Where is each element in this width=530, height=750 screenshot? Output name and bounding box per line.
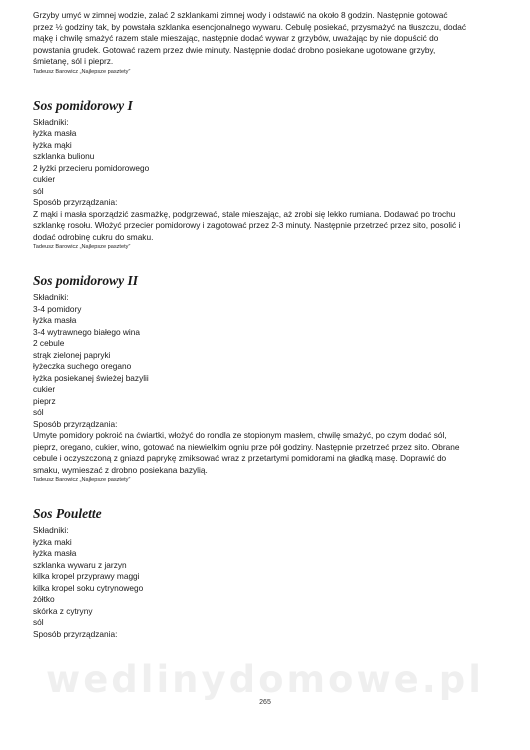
recipe-page xyxy=(33,10,503,640)
ingredient-item: pieprz xyxy=(33,395,56,406)
recipe-title: Sos Poulette xyxy=(33,506,102,521)
site-watermark: wedlinydomowe.pl xyxy=(46,658,484,701)
ingredient-item: 2 cebule xyxy=(33,338,65,348)
ingredient-item: strąk zielonej papryki xyxy=(33,349,111,360)
recipe-title: Sos pomidorowy I xyxy=(33,97,133,113)
ingredient-item: łyżka masła xyxy=(33,128,77,138)
intro-section xyxy=(33,10,503,76)
ingredient-item: cukier xyxy=(33,384,56,394)
ingredient-item: kilka kropel przyprawy maggi xyxy=(33,571,140,581)
ingredient-item: 2 łyżki przecieru pomidorowego xyxy=(33,162,150,173)
intro-line: powstania grudek. Gotować razem przez dwie minuty. Następnie dodać drobno posiekane ugotowane grzyby, xyxy=(33,44,436,55)
recipe-credit: Tadeusz Barowicz „Najlepsze pasztety” xyxy=(33,477,131,483)
method-label: Sposób przyrządzania: xyxy=(33,197,118,207)
ingredient-item: żółtko xyxy=(33,594,55,604)
method-line: szklankę rosołu. Włożyć przecier pomidorowy i zagotować przez 2-3 minuty. Następnie przetrzeć przez sito, posolić i xyxy=(33,220,461,230)
intro-credit: Tadeusz Barowicz „Najlepsze pasztety” xyxy=(33,68,131,75)
ingredient-item: 3-4 pomidory xyxy=(33,303,82,314)
intro-line: mąkę i chwilę smażyć razem stale mieszając, następnie dodać wywar z grzybów, uważając by nie dopuścić do xyxy=(33,33,439,43)
method-line: dodać odrobinę cukru do smaku. xyxy=(33,231,154,242)
ingredient-item: łyżeczka suchego oregano xyxy=(33,361,132,371)
ingredient-item: cukier xyxy=(33,174,56,184)
ingredient-item: skórka z cytryny xyxy=(33,605,93,616)
ingredient-item: łyżka masła xyxy=(33,315,77,325)
method-line: Umyte pomidory pokroić na ćwiartki, włożyć do rondla ze stopionym masłem, chwilę smażyć, po czym dodać sól, xyxy=(33,430,447,440)
ingredient-item: sól xyxy=(33,407,44,417)
intro-line: śmietanę, sól i pieprz. xyxy=(33,56,114,66)
ingredient-item: szklanka bulionu xyxy=(33,151,95,161)
recipe-credit: Tadeusz Barowicz „Najlepsze pasztety” xyxy=(33,244,131,250)
method-line: pieprz, oregano, cukier, wino, gotować na niewielkim ogniu prze pół godziny. Następnie przetrzeć przez sito. Obrane xyxy=(33,441,460,452)
recipe-sos-poulette xyxy=(33,506,503,640)
intro-line: przez ½ godziny tak, by powstała szklanka esencjonalnego wywaru. Cebulę posiekać, przysmażyć na tłuszczu, dodać xyxy=(33,21,467,32)
method-line: smaku, wymieszać z drobno posiekana bazylią. xyxy=(33,464,208,475)
ingredient-item: łyżka masła xyxy=(33,548,77,558)
ingredient-item: łyżka maki xyxy=(33,536,72,547)
ingredients-label: Składniki: xyxy=(33,292,69,302)
ingredient-item: łyżka mąki xyxy=(33,139,72,150)
page-number: 265 xyxy=(259,699,271,706)
ingredient-item: 3-4 wytrawnego białego wina xyxy=(33,326,141,337)
recipe-sos-pomidorowy-1 xyxy=(33,98,503,252)
method-label: Sposób przyrządzania: xyxy=(33,418,118,429)
method-line: Z mąki i masła sporządzić zasmażkę, podgrzewać, stale mieszając, aż zrobi się lekko rumiana. Dodawać po trochu xyxy=(33,208,456,219)
ingredients-label: Składniki: xyxy=(33,116,69,127)
ingredient-item: kilka kropel soku cytrynowego xyxy=(33,582,144,593)
recipe-title: Sos pomidorowy II xyxy=(33,273,139,288)
intro-line: Grzyby umyć w zimnej wodzie, zalać 2 szklankami zimnej wody i odstawić na około 8 godzin. Następnie gotować xyxy=(33,10,448,20)
ingredient-item: sól xyxy=(33,185,44,196)
method-label: Sposób przyrządzania: xyxy=(33,628,118,639)
ingredient-item: łyżka posiekanej świeżej bazylii xyxy=(33,372,149,383)
ingredient-item: szklanka wywaru z jarzyn xyxy=(33,559,127,570)
recipe-sos-pomidorowy-2 xyxy=(33,273,503,484)
method-line: cebule i oczyszczoną z gniazd paprykę zmiksować wraz z przetartymi pomidorami na gładką masę. Doprawić do xyxy=(33,453,447,463)
ingredient-item: sól xyxy=(33,617,44,627)
ingredients-label: Składniki: xyxy=(33,525,69,535)
